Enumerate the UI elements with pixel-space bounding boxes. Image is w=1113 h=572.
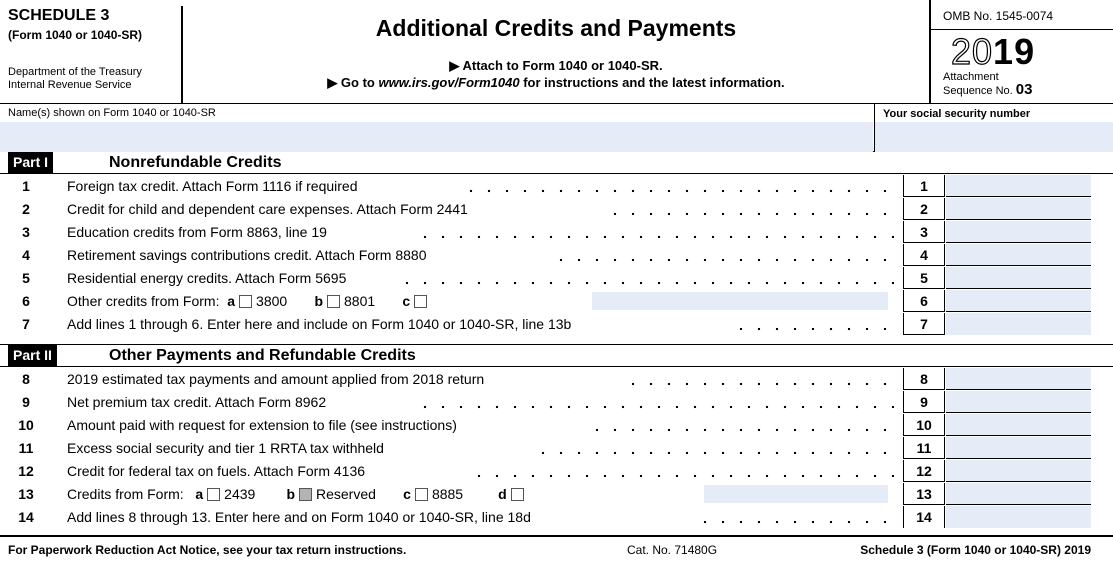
leader-dots [624, 368, 894, 390]
part1-header [0, 152, 1113, 174]
form-3800-checkbox[interactable] [239, 295, 252, 308]
line-7-amount[interactable] [946, 313, 1091, 335]
line-14: 14 Add lines 8 through 13. Enter here and on Form 1040 or 1040-SR, line 18d 14 [0, 506, 1113, 528]
department-name: Department of the Treasury Internal Revenue Service [8, 66, 142, 91]
leader-dots [462, 175, 894, 197]
form-identifier [8, 6, 180, 100]
leader-dots [470, 460, 894, 482]
other-credit-form-checkbox[interactable] [511, 488, 524, 501]
leader-dots [552, 244, 894, 266]
line-2: 2 Credit for child and dependent care expenses. Attach Form 2441 2 [0, 198, 1113, 220]
line-6-amount[interactable] [946, 290, 1091, 312]
schedule-title: SCHEDULE 3 [8, 7, 110, 24]
leader-dots [416, 221, 894, 243]
line-11-amount[interactable] [946, 437, 1091, 459]
omb-block [931, 0, 1113, 104]
form-2439-checkbox[interactable] [207, 488, 220, 501]
part2-tag: Part II [8, 345, 57, 366]
form-title-block [183, 0, 929, 104]
line-5: 5 Residential energy credits. Attach Form 5695 5 [0, 267, 1113, 289]
omb-number: OMB No. 1545-0074 [931, 0, 1113, 30]
irs-url-link[interactable]: www.irs.gov/Form1040 [378, 75, 520, 90]
line-7: 7 Add lines 1 through 6. Enter here and include on Form 1040 or 1040-SR, line 13b 7 [0, 313, 1113, 335]
name-label: Name(s) shown on Form 1040 or 1040-SR [8, 107, 216, 119]
leader-dots [416, 391, 894, 413]
line-12-amount[interactable] [946, 460, 1091, 482]
form-8885-checkbox[interactable] [415, 488, 428, 501]
leader-dots [732, 313, 894, 335]
leader-dots [606, 198, 894, 220]
form-footer-id: Schedule 3 (Form 1040 or 1040-SR) 2019 [860, 543, 1091, 557]
other-form-input[interactable] [592, 292, 888, 310]
other-form-checkbox[interactable] [414, 295, 427, 308]
form-header [0, 0, 1113, 104]
leader-dots [696, 506, 894, 528]
tax-year: 2019 [951, 31, 1036, 72]
sequence-number: Sequence No. 03 [943, 81, 1033, 98]
part2-title: Other Payments and Refundable Credits [109, 347, 416, 364]
line-1-amount[interactable] [946, 175, 1091, 197]
ssn-label: Your social security number [883, 108, 1031, 120]
name-input[interactable] [0, 122, 873, 152]
catalog-number: Cat. No. 71480G [627, 543, 718, 557]
ssn-box [874, 104, 1113, 152]
line-13: 13 Credits from Form: a 2439 b Reserved c 8885 d 13 [0, 483, 1113, 505]
line-4: 4 Retirement savings contributions credit. Attach Form 8880 4 [0, 244, 1113, 266]
line-12: 12 Credit for federal tax on fuels. Attach Form 4136 12 [0, 460, 1113, 482]
goto-instruction: ▶ Go to www.irs.gov/Form1040 for instructions and the latest information. [327, 75, 785, 90]
paperwork-notice: For Paperwork Reduction Act Notice, see your tax return instructions. [8, 543, 407, 557]
line-11: 11 Excess social security and tier 1 RRTA tax withheld 11 [0, 437, 1113, 459]
line-1: 1 Foreign tax credit. Attach Form 1116 if required 1 [0, 175, 1113, 197]
form-title: Additional Credits and Payments [375, 15, 737, 41]
form-8801-checkbox[interactable] [327, 295, 340, 308]
line-13-amount[interactable] [946, 483, 1091, 505]
line-14-amount[interactable] [946, 506, 1091, 528]
attachment-label: Attachment [943, 71, 999, 83]
line-6: 6 Other credits from Form: a 3800 b 8801 c 6 [0, 290, 1113, 312]
part1-tag: Part I [8, 152, 53, 173]
line-2-amount[interactable] [946, 198, 1091, 220]
line-8: 8 2019 estimated tax payments and amount applied from 2018 return 8 [0, 368, 1113, 390]
leader-dots [588, 414, 894, 436]
reserved-checkbox [299, 488, 312, 501]
line-4-amount[interactable] [946, 244, 1091, 266]
line-8-amount[interactable] [946, 368, 1091, 390]
attach-instruction: ▶ Attach to Form 1040 or 1040-SR. [449, 58, 663, 73]
form-footer [0, 537, 1113, 572]
other-credit-form-input[interactable] [704, 485, 888, 503]
line-10: 10 Amount paid with request for extension to file (see instructions) 10 [0, 414, 1113, 436]
line-9-amount[interactable] [946, 391, 1091, 413]
line-3: 3 Education credits from Form 8863, line 19 3 [0, 221, 1113, 243]
ssn-input[interactable] [875, 122, 1113, 152]
form-reference: (Form 1040 or 1040-SR) [8, 28, 143, 42]
line-5-amount[interactable] [946, 267, 1091, 289]
leader-dots [534, 437, 894, 459]
line-10-amount[interactable] [946, 414, 1091, 436]
part1-title: Nonrefundable Credits [109, 154, 282, 171]
line-9: 9 Net premium tax credit. Attach Form 8962 9 [0, 391, 1113, 413]
line-3-amount[interactable] [946, 221, 1091, 243]
taxpayer-info-row [0, 104, 1113, 152]
leader-dots [398, 267, 894, 289]
part2-header [0, 344, 1113, 367]
